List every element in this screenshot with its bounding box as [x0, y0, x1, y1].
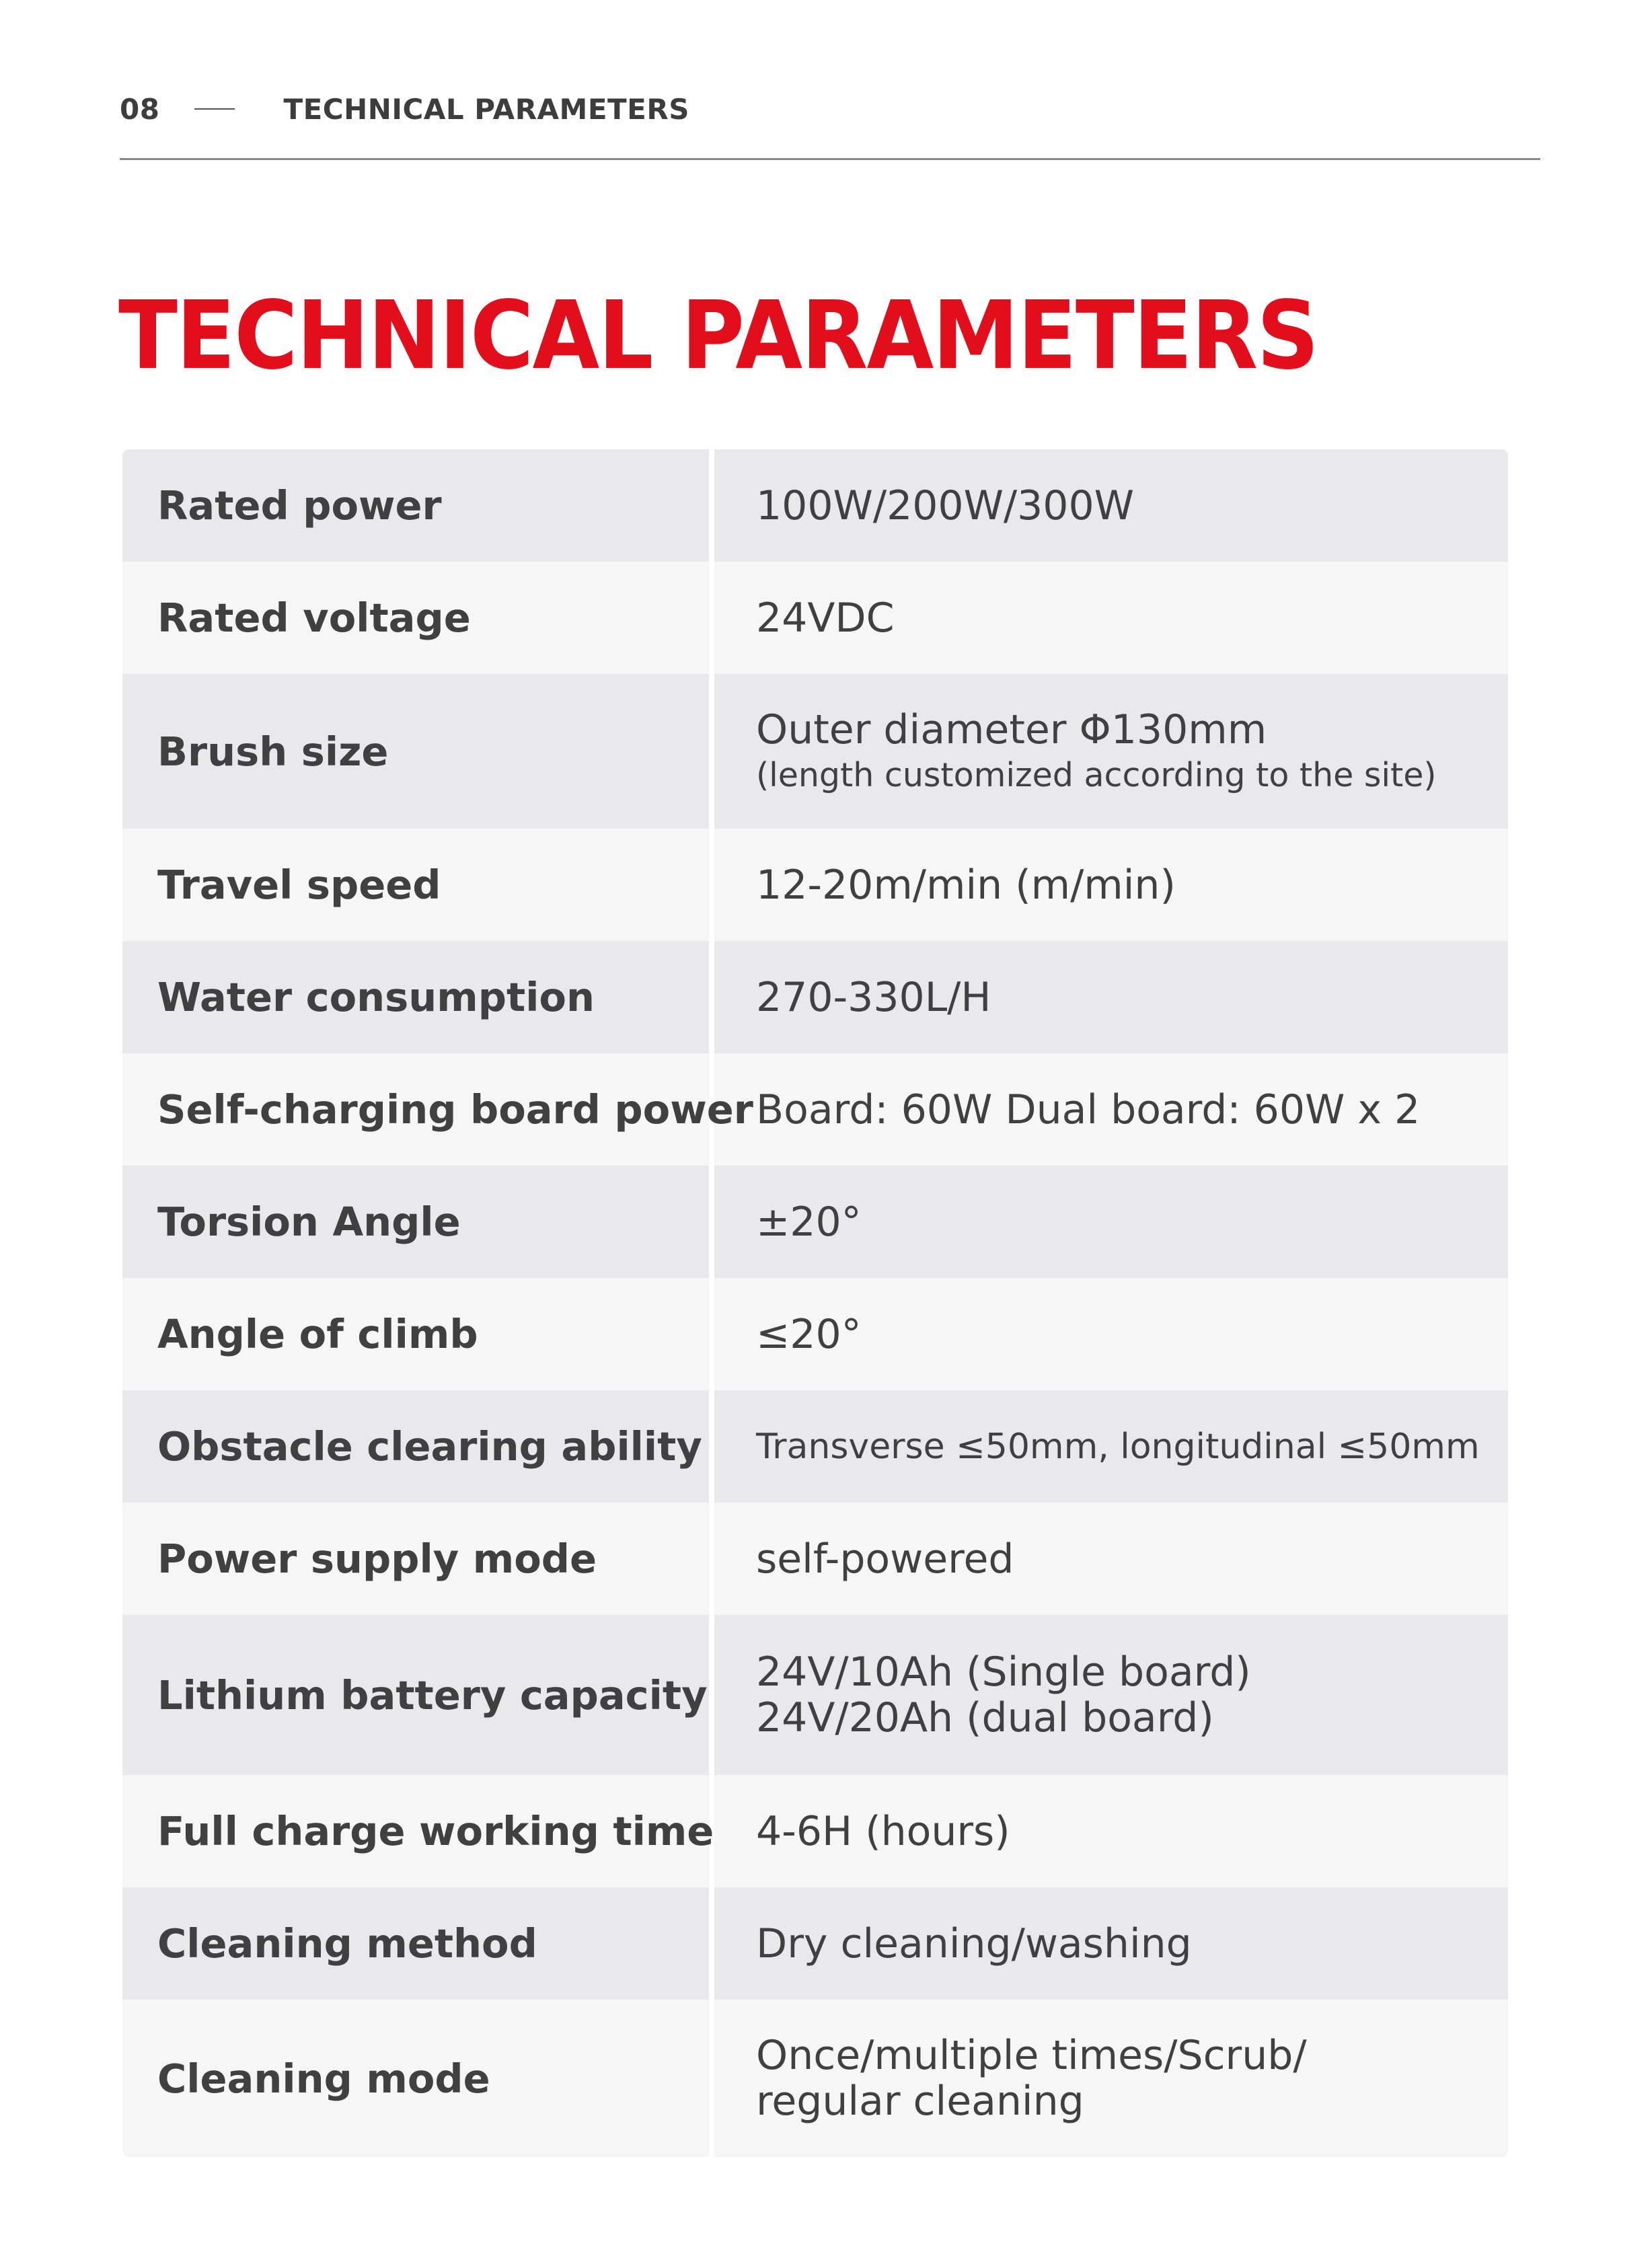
row-value	[714, 1615, 1508, 1775]
row-value-text: 24V/10Ah (Single board)	[756, 1649, 1251, 1696]
page-number: 08	[120, 92, 160, 126]
row-value-text: Board: 60W Dual board: 60W x 2	[756, 1086, 1421, 1133]
row-value-text: Once/multiple times/Scrub/	[756, 2032, 1307, 2079]
row-value	[714, 674, 1508, 829]
table-row	[122, 1278, 1508, 1390]
table-row	[122, 1390, 1508, 1503]
section-title: TECHNICAL PARAMETERS	[283, 92, 689, 126]
row-label: Self-charging board power	[122, 1053, 714, 1166]
row-value	[714, 2000, 1508, 2157]
row-value-note: (length customized according to the site)	[756, 756, 1437, 794]
table-row	[122, 1166, 1508, 1278]
row-label: Brush size	[122, 674, 714, 829]
header-dash	[194, 108, 235, 110]
row-value-text: Transverse ≤50mm, longitudinal ≤50mm	[756, 1426, 1480, 1467]
table-row	[122, 1615, 1508, 1775]
row-label: Water consumption	[122, 941, 714, 1053]
row-value	[714, 1503, 1508, 1615]
row-value-text: 12-20m/min (m/min)	[756, 861, 1176, 909]
row-value	[714, 562, 1508, 674]
row-label: Torsion Angle	[122, 1166, 714, 1278]
table-row	[122, 2000, 1508, 2157]
row-value-text: ±20°	[756, 1198, 862, 1246]
row-value	[714, 1166, 1508, 1278]
row-label: Cleaning mode	[122, 2000, 714, 2157]
row-value-text: 4-6H (hours)	[756, 1807, 1010, 1855]
header-divider	[120, 158, 1540, 160]
row-label: Lithium battery capacity	[122, 1615, 714, 1775]
table-row	[122, 674, 1508, 829]
table-row	[122, 562, 1508, 674]
row-value	[714, 1887, 1508, 2000]
table-row	[122, 1503, 1508, 1615]
spec-table	[122, 449, 1508, 2157]
row-value	[714, 449, 1508, 562]
row-value-text: Outer diameter Φ130mm	[756, 706, 1267, 753]
row-value-text: ≤20°	[756, 1310, 862, 1358]
row-label: Cleaning method	[122, 1887, 714, 2000]
row-value	[714, 941, 1508, 1053]
row-value-text: 100W/200W/300W	[756, 482, 1134, 529]
row-value	[714, 1278, 1508, 1390]
row-value-text: self-powered	[756, 1535, 1014, 1583]
row-label: Travel speed	[122, 829, 714, 941]
row-label: Full charge working time	[122, 1775, 714, 1887]
row-value-text: Dry cleaning/washing	[756, 1920, 1192, 1967]
page-title: TECHNICAL PARAMETERS	[118, 281, 1318, 391]
row-label: Obstacle clearing ability	[122, 1390, 714, 1503]
row-value-text: 270-330L/H	[756, 973, 991, 1021]
table-row	[122, 941, 1508, 1053]
table-row	[122, 829, 1508, 941]
row-value	[714, 1390, 1508, 1503]
table-row	[122, 449, 1508, 562]
row-value	[714, 1053, 1508, 1166]
row-label: Rated power	[122, 449, 714, 562]
row-value	[714, 829, 1508, 941]
row-label: Power supply mode	[122, 1503, 714, 1615]
table-row	[122, 1775, 1508, 1887]
row-label: Rated voltage	[122, 562, 714, 674]
row-value-text: 24VDC	[756, 594, 895, 642]
table-row	[122, 1887, 1508, 2000]
row-value-text-line2: 24V/20Ah (dual board)	[756, 1694, 1214, 1741]
table-row	[122, 1053, 1508, 1166]
row-label: Angle of climb	[122, 1278, 714, 1390]
row-value	[714, 1775, 1508, 1887]
row-value-text-line2: regular cleaning	[756, 2078, 1084, 2125]
running-header	[120, 89, 689, 129]
